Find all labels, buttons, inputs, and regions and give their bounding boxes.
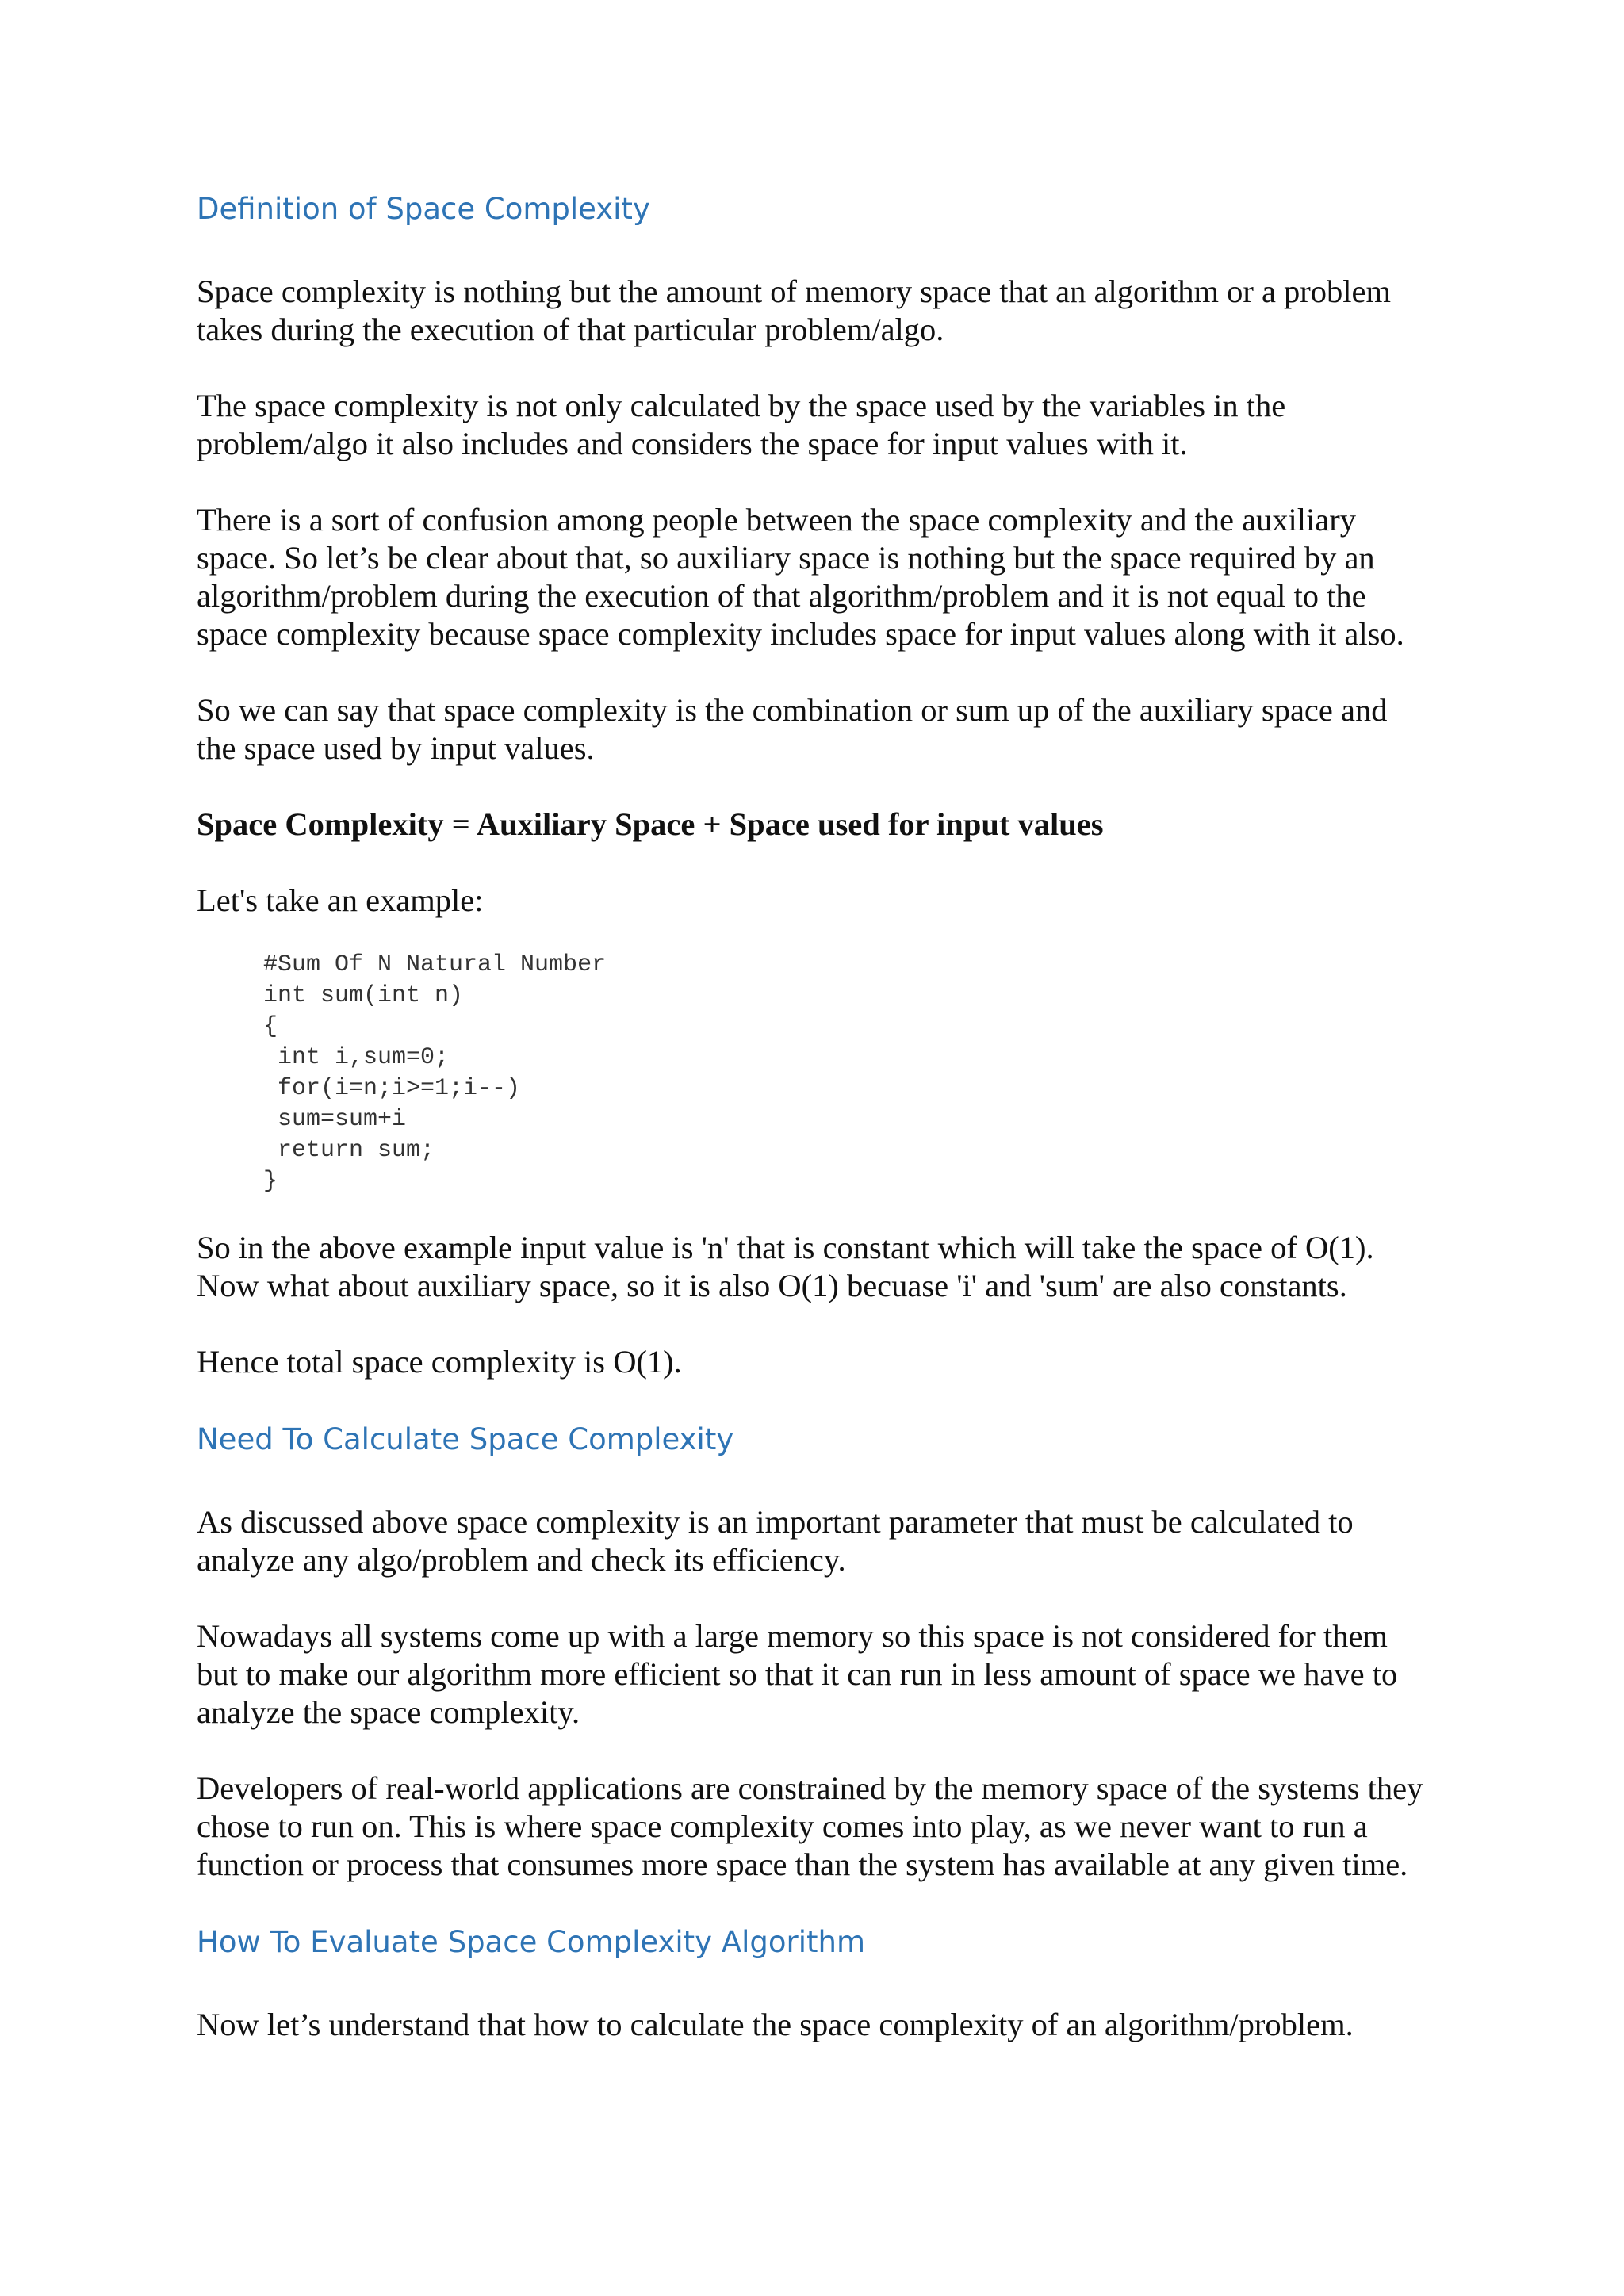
definition-paragraph-1: Space complexity is nothing but the amount of memory space that an algorithm or a problem takes during the execution of that particular problem/algo. [197,274,1392,347]
code-line: return sum; [263,1137,435,1164]
example-intro: Let's take an example: [197,882,484,918]
evaluate-paragraph-1: Now let’s understand that how to calculate the space complexity of an algorithm/problem. [197,2007,1354,2042]
definition-paragraph-4: So we can say that space complexity is the combination or sum up of the auxiliary space and the space used by input values. [197,692,1388,766]
code-line: #Sum Of N Natural Number [263,951,607,978]
heading-definition: Definition of Space Complexity [197,192,650,226]
document-body [197,190,1434,2044]
heading-evaluate: How To Evaluate Space Complexity Algorithm [197,1925,866,1959]
code-line: int i,sum=0; [263,1044,450,1071]
code-line: { [263,1013,278,1040]
definition-paragraph-2: The space complexity is not only calculated by the space used by the variables in the problem/algo it also includes and considers the space for input values with it. [197,388,1286,461]
example-conclusion: Hence total space complexity is O(1). [197,1344,682,1380]
example-explanation: So in the above example input value is 'n' that is constant which will take the space of O(1). Now what about auxiliary space, so it is also O(1) becuase 'i' and 'sum' are also constants. [197,1230,1374,1303]
need-paragraph-3: Developers of real-world applications are constrained by the memory space of the systems they chose to run on. This is where space complexity comes into play, as we never want to run a function or process that consumes more space than the system has available at any given time. [197,1770,1423,1882]
need-paragraph-1: As discussed above space complexity is an important parameter that must be calculated to analyze any algo/problem and check its efficiency. [197,1504,1354,1578]
code-line: sum=sum+i [263,1106,407,1133]
heading-need: Need To Calculate Space Complexity [197,1422,734,1456]
code-example [197,950,1434,1197]
code-line: } [263,1168,278,1195]
need-paragraph-2: Nowadays all systems come up with a large memory so this space is not considered for them but to make our algorithm more efficient so that it can run in less amount of space we have to analyze the space complexity. [197,1618,1398,1730]
code-line: int sum(int n) [263,982,464,1009]
definition-paragraph-3: There is a sort of confusion among people between the space complexity and the auxiliary space. So let’s be clear about that, so auxiliary space is nothing but the space required by an algorithm/problem during the execution of that algorithm/problem and it is not equal to the space complexity because space complexity includes space for input values along with it also. [197,502,1404,652]
code-line: for(i=n;i>=1;i--) [263,1075,521,1102]
space-complexity-formula: Space Complexity = Auxiliary Space + Space used for input values [197,806,1104,842]
